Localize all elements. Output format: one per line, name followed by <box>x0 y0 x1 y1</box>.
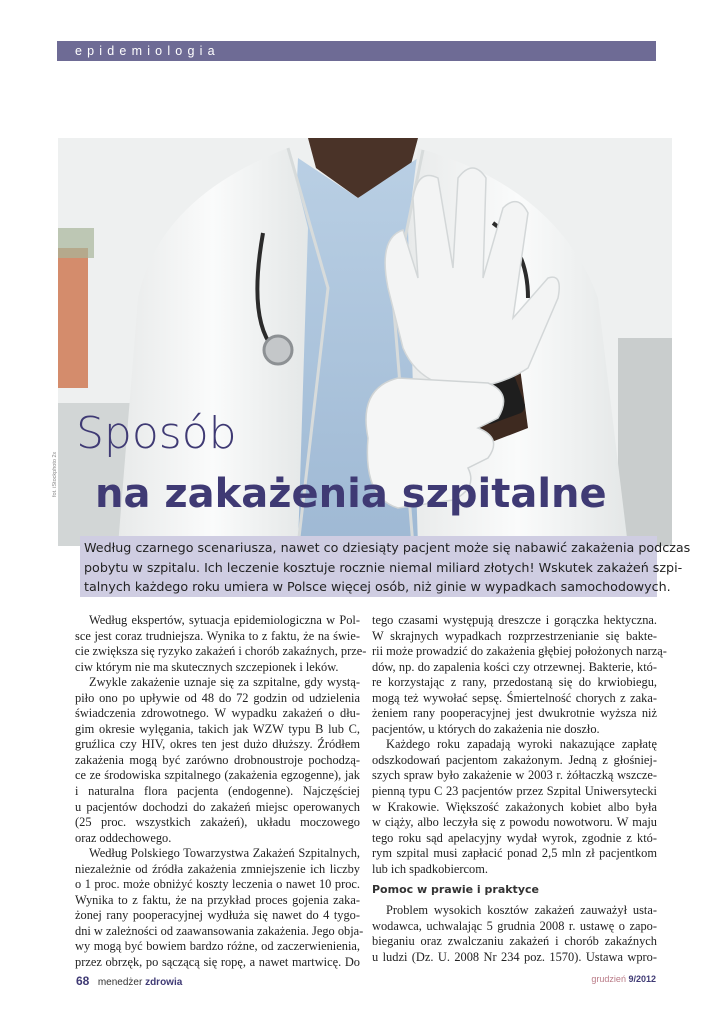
text-line: w ciąży, albo leczyła się z powodu nowotworu. W maju <box>372 815 657 830</box>
text-line: przez obrzęk, po sączącą się ropę, a nawet martwicę. Do <box>75 955 360 970</box>
footer-left <box>76 972 182 990</box>
text-line: pienną typu C 23 pacjentów przez Szpital Uniwersytecki <box>372 784 657 799</box>
magazine-name-part1: menedżer <box>97 977 143 988</box>
lead-line: Według czarnego scenariusza, nawet co dziesiąty pacjent może się nabawić zakażenia podczas <box>84 540 691 555</box>
section-header <box>57 41 656 61</box>
article-column-1 <box>75 613 367 971</box>
text-line: re korzystając z rany, przedostaną się do krwiobiegu, <box>372 675 657 690</box>
text-line: tego czasami występują dreszcze i gorączka hektyczna. <box>372 613 657 627</box>
text-line: dów, np. do zapalenia kości czy otrzewnej. Bakterie, któ- <box>372 659 657 674</box>
article-title-line1: Sposób <box>76 408 237 459</box>
text-line: szych spraw było zakażenie w 2003 r. żółtaczką wszcze- <box>372 768 657 783</box>
lead-line: pobytu w szpitalu. Ich leczenie kosztuje rocznie niemal miliard złotych! Wskutek zakażeń szpi- <box>84 559 683 575</box>
text-line: żeniem rany pooperacyjnej jest dwukrotnie wyższa niż <box>372 706 657 721</box>
magazine-name <box>98 977 182 988</box>
article-column-2 <box>372 613 667 965</box>
photo-credit: fot. iStockphoto 2x <box>52 451 58 497</box>
text-line: Każdego roku zapadają wyroki nakazujące zapłatę <box>386 737 657 752</box>
text-line: rym szpital musi zapłacić ponad 2,5 mln zł pacjentkom <box>372 846 657 861</box>
text-line: gruźlica czy HIV, okres ten jest dużo dłuższy. Źródłem <box>75 737 360 752</box>
text-line: w Krakowie. Większość zakażonych kobiet albo była <box>372 799 657 814</box>
text-line: u ludzi (Dz. U. 2008 Nr 234 poz. 1570). Ustawa wpro- <box>372 949 657 964</box>
text-line: o 1 proc. może obniżyć koszty leczenia o nawet 10 proc. <box>75 877 360 892</box>
text-line: Zwykle zakażenie uznaje się za szpitalne, gdy wystą- <box>89 675 360 690</box>
text-line: tego roku sąd apelacyjny wydał wyrok, zgodnie z któ- <box>372 830 657 845</box>
magazine-name-part2: zdrowia <box>145 977 183 988</box>
text-line: cie zwiększa się ryzyko zakażeń i chorób zakaźnych, prze- <box>75 644 367 659</box>
issue-month: grudzień <box>591 974 626 984</box>
section-label: epidemiologia <box>75 44 220 58</box>
text-line: Według Polskiego Towarzystwa Zakażeń Szpitalnych, <box>89 846 360 861</box>
text-line: dni w zależności od zaawansowania zakażenia. Jego obja- <box>75 923 364 938</box>
text-line: sce jest coraz trudniejsza. Wynika to z faktu, że na świe- <box>75 628 360 643</box>
text-line: lub ich spadkobiercom. <box>372 861 488 876</box>
footer-issue <box>560 974 656 984</box>
lead-paragraph <box>80 536 691 597</box>
text-line: rii może prowadzić do zakażenia głębiej położonych narzą- <box>372 644 667 659</box>
text-line: W skrajnych wypadkach rozprzestrzenianie się bakte- <box>372 628 657 643</box>
text-line: gim okresie wylęgania, takich jak WZW typu B lub C, <box>75 721 360 736</box>
text-line: u pacjentów dochodzi do zakażeń miejsc operowanych <box>75 799 360 814</box>
text-line: piło ono po upływie od 48 do 72 godzin od udzielenia <box>75 690 360 705</box>
text-line: ce ze środowiska szpitalnego (zakażenia egzogenne), jak <box>75 768 360 783</box>
text-line: i naturalna flora pacjenta (endogenne). Najczęściej <box>75 784 360 799</box>
text-line: Wynika to z faktu, że na przykład proces gojenia zaka- <box>75 892 360 907</box>
article-title-line2: na zakażenia szpitalne <box>95 471 607 517</box>
lead-line: talnych każdego roku umiera w Polsce więcej osób, niż ginie w wypadkach samochodowych. <box>84 579 671 594</box>
text-line: odszkodowań pacjentom zakażonym. Jedną z głośniej- <box>372 752 657 767</box>
text-line: bieganiu oraz zwalczaniu zakażeń i chorób zakaźnych <box>372 934 657 949</box>
text-line: pacjentów, u których do zakażenia nie doszło. <box>372 721 600 736</box>
text-line: świadczenia zdrowotnego. W wypadku zakażeń o dłu- <box>75 706 360 721</box>
text-line: wodawca, uchwalając 5 grudnia 2008 r. ustawę o zapo- <box>372 918 657 933</box>
text-line: Problem wysokich kosztów zakażeń zauważył usta- <box>386 903 657 918</box>
text-line: wy mogą być bowiem bardzo różne, od zaczerwienienia, <box>75 939 360 954</box>
text-line: żonej rany pooperacyjnej wydłuża się nawet do 4 tygo- <box>75 908 360 923</box>
text-line: (25 proc. wszystkich zakażeń), układu moczowego <box>75 815 360 830</box>
text-line: zakażenia mogą być zarówno drobnoustroje pochodzą- <box>75 752 360 767</box>
text-line: oraz oddechowego. <box>75 830 172 845</box>
text-line: niezależnie od źródła zakażenia zmniejszenie ich liczby <box>75 861 360 876</box>
text-line: Według ekspertów, sytuacja epidemiologiczna w Pol- <box>89 613 360 627</box>
subheading: Pomoc w prawie i praktyce <box>372 883 539 897</box>
text-line: mogą też wywołać sepsę. Śmiertelność chorych z zaka- <box>372 690 657 705</box>
text-line: ciw którym nie ma skutecznych szczepionek i leków. <box>75 659 339 674</box>
page-number: 68 <box>76 974 90 988</box>
issue-number: 9/2012 <box>628 974 656 984</box>
